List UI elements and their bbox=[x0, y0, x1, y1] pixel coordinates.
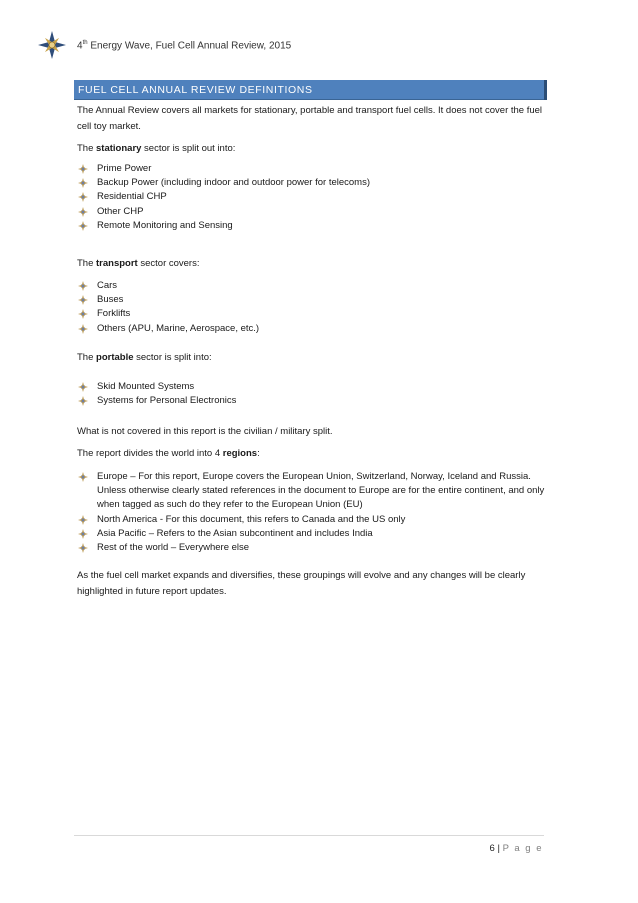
star-bullet-icon bbox=[78, 207, 88, 217]
not-covered-paragraph: What is not covered in this report is the civilian / military split. bbox=[77, 426, 333, 437]
list-item: Other CHP bbox=[77, 205, 547, 219]
header-title: 4th Energy Wave, Fuel Cell Annual Review, 2015 bbox=[77, 40, 292, 52]
star-bullet-icon bbox=[78, 178, 88, 188]
list-item: Europe – For this report, Europe covers the European Union, Switzerland, Norway, Iceland and Russia. Unless otherwise clearly stated references in the document to Europe are for the entire continent, and only when tagged as such do they refer to the European Union (EU) bbox=[77, 470, 547, 513]
section-heading-bar bbox=[74, 80, 547, 100]
star-bullet-icon bbox=[78, 295, 88, 305]
list-item: Skid Mounted Systems bbox=[77, 380, 547, 394]
stationary-list bbox=[77, 162, 547, 233]
list-item: North America - For this document, this refers to Canada and the US only bbox=[77, 513, 547, 527]
star-bullet-icon bbox=[78, 164, 88, 174]
regions-list bbox=[77, 470, 547, 555]
list-item: Forklifts bbox=[77, 307, 547, 321]
intro-paragraph: The Annual Review covers all markets for stationary, portable and transport fuel cells. It does not cover the fuel cell toy market. bbox=[77, 105, 543, 132]
portable-list bbox=[77, 380, 547, 408]
page-number: 6 bbox=[489, 843, 495, 854]
list-item: Cars bbox=[77, 279, 547, 293]
list-item: Rest of the world – Everywhere else bbox=[77, 541, 547, 555]
star-bullet-icon bbox=[78, 543, 88, 553]
page-footer: 6 | P a g e bbox=[489, 843, 543, 854]
list-item: Prime Power bbox=[77, 162, 547, 176]
transport-heading: The transport sector covers: bbox=[77, 258, 200, 269]
star-bullet-icon bbox=[78, 529, 88, 539]
list-item: Asia Pacific – Refers to the Asian subcontinent and includes India bbox=[77, 527, 547, 541]
list-item: Others (APU, Marine, Aerospace, etc.) bbox=[77, 322, 547, 336]
list-item: Systems for Personal Electronics bbox=[77, 394, 547, 408]
transport-list bbox=[77, 279, 547, 336]
list-item: Remote Monitoring and Sensing bbox=[77, 219, 547, 233]
footer-divider bbox=[74, 835, 544, 836]
section-title: FUEL CELL ANNUAL REVIEW DEFINITIONS bbox=[78, 84, 313, 96]
star-bullet-icon bbox=[78, 192, 88, 202]
list-item: Backup Power (including indoor and outdoor power for telecoms) bbox=[77, 176, 547, 190]
regions-heading: The report divides the world into 4 regions: bbox=[77, 448, 260, 459]
star-bullet-icon bbox=[78, 324, 88, 334]
star-bullet-icon bbox=[78, 281, 88, 291]
star-bullet-icon bbox=[78, 515, 88, 525]
star-bullet-icon bbox=[78, 221, 88, 231]
list-item: Residential CHP bbox=[77, 190, 547, 204]
star-bullet-icon bbox=[78, 309, 88, 319]
star-bullet-icon bbox=[78, 472, 88, 482]
portable-heading: The portable sector is split into: bbox=[77, 352, 212, 363]
compass-star-logo-icon bbox=[37, 30, 67, 60]
closing-paragraph: As the fuel cell market expands and diversifies, these groupings will evolve and any changes will be clearly highlighted in future report updates. bbox=[77, 570, 526, 597]
star-bullet-icon bbox=[78, 396, 88, 406]
stationary-heading: The stationary sector is split out into: bbox=[77, 143, 236, 154]
star-bullet-icon bbox=[78, 382, 88, 392]
page-label: P a g e bbox=[502, 843, 543, 854]
list-item: Buses bbox=[77, 293, 547, 307]
